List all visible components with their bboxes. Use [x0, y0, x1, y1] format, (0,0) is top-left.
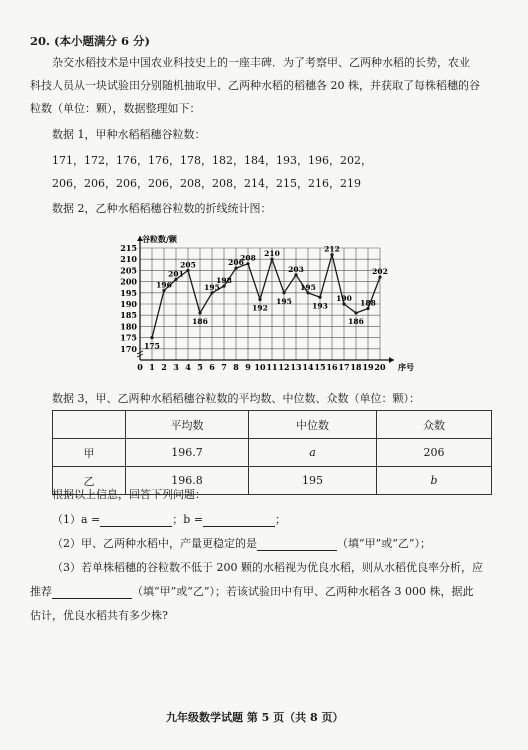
x-tick-label: 11: [266, 362, 278, 372]
data-label: 175: [144, 341, 160, 351]
table-cell: a: [249, 439, 377, 467]
x-tick-label: 1: [149, 362, 155, 372]
data-label: 210: [264, 249, 280, 259]
x-tick-label: 15: [314, 362, 326, 372]
x-tick-label: 7: [221, 362, 227, 372]
data-label: 195: [300, 282, 316, 292]
table-cell: 196.8: [126, 467, 249, 495]
x-tick-label: 5: [197, 362, 203, 372]
data-label: 198: [216, 276, 232, 286]
y-tick-label: 215: [120, 243, 137, 253]
data-point: [150, 336, 153, 339]
table-cell: 196.7: [126, 439, 249, 467]
x-tick-label: 0: [137, 362, 143, 372]
q1-a-label: （1）a =: [52, 513, 101, 526]
data-label: 212: [324, 244, 340, 254]
data3-title: 数据 3，甲、乙两种水稻稻穗谷粒数的平均数、中位数、众数（单位：颗）：: [52, 392, 420, 405]
data1-line-1: 171，172，176，176，178，182，184，193，196，202，: [52, 154, 372, 167]
data-label: 186: [348, 316, 364, 326]
intro-line-2: 科技人员从一块试验田分别随机抽取甲、乙两种水稻的稻穗各 20 株，并获取了每株稻穗的谷: [30, 79, 480, 92]
data-label: 206: [228, 258, 244, 268]
data-point: [318, 296, 321, 299]
x-tick-label: 2: [161, 362, 167, 372]
y-axis-label: 谷粒数/颗: [142, 234, 177, 244]
answer-intro: 根据以上信息，回答下列问题：: [52, 488, 206, 501]
x-tick-label: 6: [209, 362, 215, 372]
question-number: 20. (本小题满分 6 分): [30, 34, 150, 48]
data-label: 205: [180, 260, 196, 270]
x-tick-label: 3: [173, 362, 179, 372]
y-tick-label: 180: [120, 321, 137, 332]
answer-blank-q2[interactable]: [257, 538, 337, 551]
table-header-cell: [53, 411, 126, 439]
table-header-cell: 众数: [377, 411, 492, 439]
q1-b-label: ；b =: [172, 513, 204, 526]
data-label: 203: [288, 264, 304, 274]
line-chart-svg: [118, 228, 414, 378]
answer-blank-q3[interactable]: [52, 586, 132, 599]
data1-title: 数据 1，甲种水稻稻穗谷粒数：: [52, 128, 206, 141]
data-label: 208: [240, 253, 256, 263]
table-cell: b: [377, 467, 492, 495]
line-chart: [118, 228, 414, 378]
data-label: 186: [192, 316, 208, 326]
data-point: [282, 291, 285, 294]
q1: [52, 513, 286, 527]
y-tick-label: 185: [120, 310, 137, 321]
data-label: 201: [168, 269, 184, 279]
answer-blank-a[interactable]: [100, 514, 172, 527]
x-tick-label: 8: [233, 362, 239, 372]
intro-line-3: 粒数（单位：颗），数据整理如下：: [30, 102, 201, 115]
x-tick-label: 10: [254, 362, 266, 372]
x-tick-label: 16: [326, 362, 338, 372]
y-tick-label: 170: [120, 343, 137, 354]
y-tick-label: 190: [120, 299, 137, 309]
q1-end: ；: [275, 513, 287, 526]
data-label: 193: [312, 301, 328, 311]
x-axis-arrow: [389, 357, 394, 363]
stats-table: [52, 410, 492, 495]
data2-title: 数据 2，乙种水稻稻穗谷粒数的折线统计图：: [52, 202, 272, 215]
x-axis-label: 序号: [398, 362, 414, 372]
table-header-cell: 平均数: [126, 411, 249, 439]
q3-line-1: （3）若单株稻穗的谷粒数不低于 200 颗的水稻视为优良水稻，则从水稻优良率分析，应: [52, 561, 483, 574]
table-cell: 206: [377, 439, 492, 467]
data1-line-2: 206，206，206，206，208，208，214，215，216，219: [52, 177, 361, 190]
x-tick-label: 14: [302, 362, 314, 372]
data-label: 188: [360, 298, 376, 308]
q3-recommend: 推荐: [30, 585, 52, 598]
table-cell: 乙: [53, 467, 126, 495]
y-tick-label: 175: [120, 332, 137, 343]
data-label: 202: [372, 267, 388, 277]
data-label: 192: [252, 303, 268, 313]
page-footer: 九年级数学试题 第 5 页（共 8 页）: [166, 711, 344, 724]
q2-end: （填“甲”或“乙”）；: [337, 537, 431, 550]
q3-line-2: [30, 585, 473, 599]
table-header-cell: 中位数: [249, 411, 377, 439]
table-cell: 195: [249, 467, 377, 495]
data-label: 196: [156, 280, 172, 290]
x-tick-label: 17: [338, 362, 350, 372]
x-tick-label: 12: [278, 362, 290, 372]
y-tick-label: 195: [120, 287, 137, 298]
x-tick-label: 18: [350, 362, 362, 372]
data-label: 190: [336, 294, 352, 303]
x-tick-label: 9: [245, 362, 251, 372]
q3-line-2-end: （填“甲”或“乙”）；若该试验田中有甲、乙两种水稻各 3 000 株，据此: [132, 585, 474, 598]
data-label: 195: [276, 296, 292, 306]
data-point: [354, 311, 357, 314]
y-tick-label: 200: [120, 276, 137, 287]
data-label: 195: [204, 282, 220, 292]
answer-blank-b[interactable]: [203, 514, 275, 527]
x-tick-label: 19: [362, 362, 374, 372]
y-tick-label: 210: [120, 254, 137, 265]
x-tick-label: 13: [290, 362, 302, 372]
intro-line-1: 杂交水稻技术是中国农业科技史上的一座丰碑．为了考察甲、乙两种水稻的长势，农业: [52, 56, 470, 69]
table-header-row: [53, 411, 492, 439]
q2: [52, 537, 431, 551]
data-point: [258, 298, 261, 301]
q3-line-3: 估计，优良水稻共有多少株?: [30, 609, 168, 622]
data-point: [198, 311, 201, 314]
x-tick-label: 4: [185, 362, 191, 372]
table-cell: 甲: [53, 439, 126, 467]
x-tick-label: 20: [374, 362, 386, 372]
y-tick-label: 205: [120, 265, 137, 276]
table-row: [53, 439, 492, 467]
q2-start: （2）甲、乙两种水稻中，产量更稳定的是: [52, 537, 257, 550]
